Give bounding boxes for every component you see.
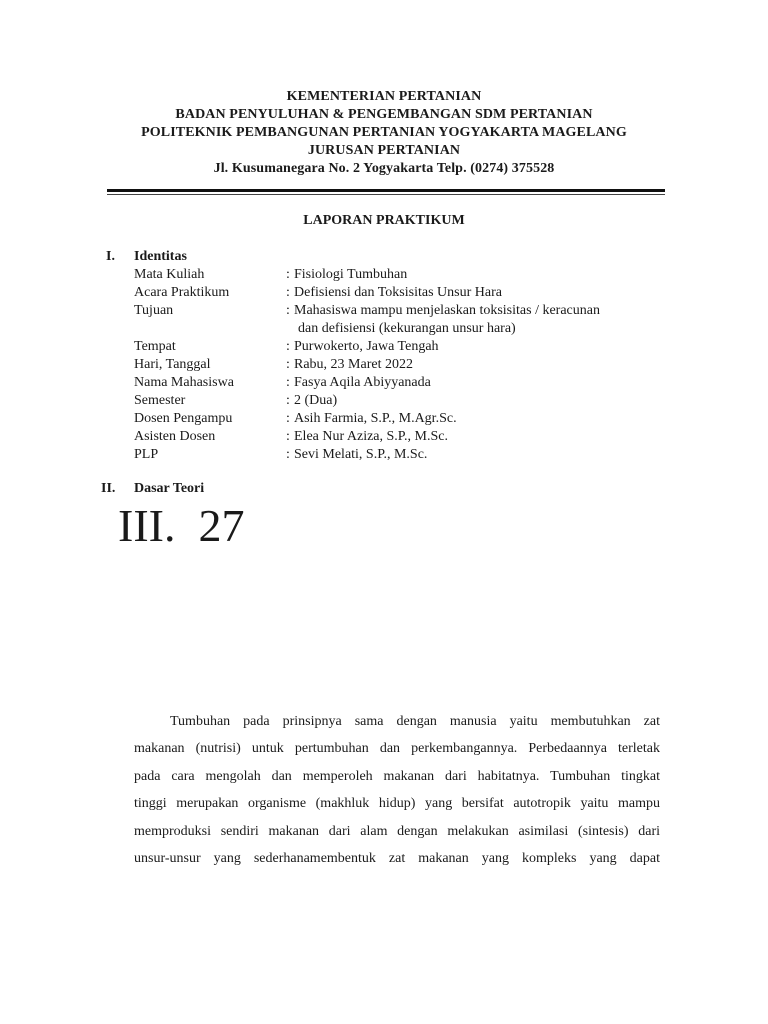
- letterhead-institution: POLITEKNIK PEMBANGUNAN PERTANIAN YOGYAKARTA MAGELANG: [141, 125, 627, 140]
- letterhead-agency: BADAN PENYULUHAN & PENGEMBANGAN SDM PERTANIAN: [175, 107, 593, 122]
- identity-table: [134, 266, 654, 464]
- letterhead-divider-thin: [107, 194, 665, 195]
- identity-colon: :: [286, 393, 290, 408]
- identity-label: Nama Mahasiswa: [134, 375, 234, 390]
- identity-row: [134, 338, 654, 356]
- section-1-number: I.: [106, 249, 115, 264]
- section-3-heading: III. 27: [118, 500, 245, 551]
- identity-value: Elea Nur Aziza, S.P., M.Sc.: [294, 429, 448, 444]
- identity-label: Mata Kuliah: [134, 267, 205, 282]
- report-title: LAPORAN PRAKTIKUM: [303, 213, 465, 228]
- identity-row: [134, 266, 654, 284]
- identity-row: [134, 356, 654, 374]
- paragraph-line: makanan (nutrisi) untuk pertumbuhan dan perkembangannya. Perbedaannya terletak: [134, 741, 660, 757]
- identity-row: [134, 302, 654, 338]
- identity-value: Rabu, 23 Maret 2022: [294, 357, 413, 372]
- identity-colon: :: [286, 375, 290, 390]
- identity-row: [134, 428, 654, 446]
- paragraph-line: Tumbuhan pada prinsipnya sama dengan manusia yaitu membutuhkan zat: [170, 714, 660, 729]
- identity-value: Defisiensi dan Toksisitas Unsur Hara: [294, 285, 502, 300]
- identity-label: Asisten Dosen: [134, 429, 216, 444]
- section-2-title: Dasar Teori: [134, 481, 205, 496]
- identity-value: Fisiologi Tumbuhan: [294, 267, 408, 282]
- letterhead-divider-thick: [107, 189, 665, 192]
- identity-label: Tempat: [134, 339, 176, 354]
- identity-value: Asih Farmia, S.P., M.Agr.Sc.: [294, 411, 457, 426]
- identity-value: Fasya Aqila Abiyyanada: [294, 375, 431, 390]
- letterhead-department: JURUSAN PERTANIAN: [307, 143, 461, 158]
- letterhead-ministry: KEMENTERIAN PERTANIAN: [286, 89, 482, 104]
- identity-value: Mahasiswa mampu menjelaskan toksisitas / keracunan: [294, 303, 600, 318]
- paragraph-line: unsur-unsur yang sederhanamembentuk zat makanan yang kompleks yang dapat: [134, 851, 660, 867]
- identity-value-multiline: [294, 302, 654, 338]
- paragraph-line: memproduksi sendiri makanan dari alam dengan melakukan asimilasi (sintesis) dari: [134, 823, 660, 839]
- identity-value: Purwokerto, Jawa Tengah: [294, 339, 439, 354]
- identity-colon: :: [286, 357, 290, 372]
- identity-value: 2 (Dua): [294, 393, 338, 408]
- identity-colon: :: [286, 303, 290, 318]
- identity-value: Sevi Melati, S.P., M.Sc.: [294, 447, 428, 462]
- identity-value-continuation: dan defisiensi (kekurangan unsur hara): [298, 321, 516, 336]
- letterhead: [0, 88, 768, 178]
- identity-colon: :: [286, 447, 290, 462]
- identity-row: [134, 392, 654, 410]
- identity-colon: :: [286, 267, 290, 282]
- identity-row: [134, 446, 654, 464]
- identity-label: Acara Praktikum: [134, 285, 230, 300]
- identity-colon: :: [286, 285, 290, 300]
- identity-label: PLP: [134, 447, 159, 462]
- section-1-title: Identitas: [134, 249, 187, 264]
- identity-row: [134, 410, 654, 428]
- section-2-number: II.: [101, 481, 116, 496]
- identity-label: Dosen Pengampu: [134, 411, 233, 426]
- identity-colon: :: [286, 339, 290, 354]
- identity-colon: :: [286, 429, 290, 444]
- letterhead-address: Jl. Kusumanegara No. 2 Yogyakarta Telp. (0274) 375528: [213, 161, 555, 176]
- identity-label: Hari, Tanggal: [134, 357, 211, 372]
- paragraph-line: tinggi merupakan organisme (makhluk hidup) yang bersifat autotropik yaitu mampu: [134, 796, 660, 812]
- identity-row: [134, 284, 654, 302]
- identity-label: Semester: [134, 393, 186, 408]
- body-paragraph: [134, 708, 660, 872]
- identity-label: Tujuan: [134, 303, 174, 318]
- paragraph-line: pada cara mengolah dan memperoleh makanan dari habitatnya. Tumbuhan tingkat: [134, 768, 660, 784]
- identity-colon: :: [286, 411, 290, 426]
- identity-row: [134, 374, 654, 392]
